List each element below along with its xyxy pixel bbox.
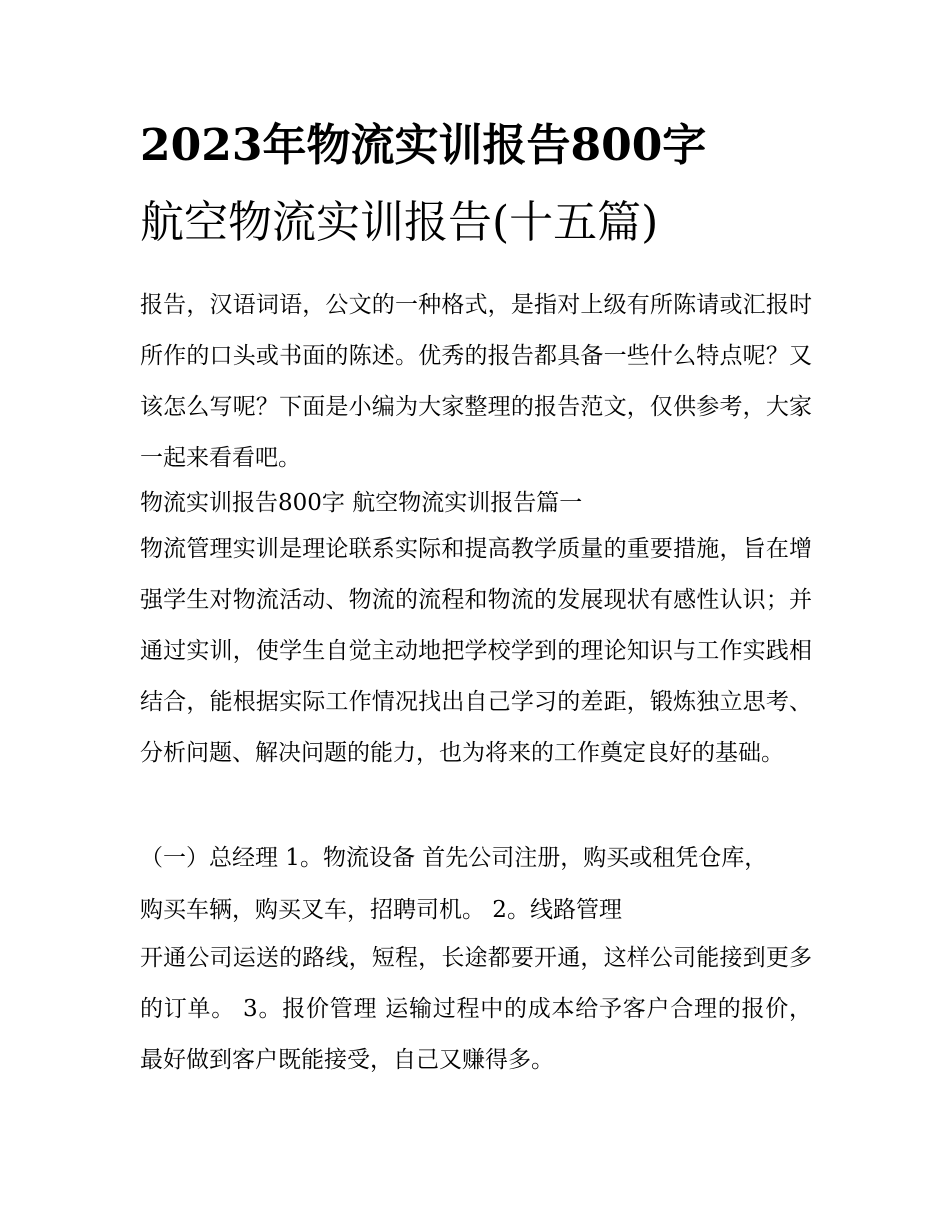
paragraph-2-line-1: （一）总经理 1。物流设备 首先公司注册，购买或租凭仓库， — [140, 845, 768, 871]
document-title-line-2: 航空物流实训报告(十五篇) — [140, 197, 659, 248]
intro-paragraph: 报告，汉语词语，公文的一种格式，是指对上级有所陈请或汇报时所作的口头或书面的陈述。优秀的报告都具备一些什么特点呢？又该怎么写呢？下面是小编为大家整理的报告范文，仅供参考，大家一起来看看吧。 — [140, 292, 812, 471]
paragraph-1: 物流管理实训是理论联系实际和提高教学质量的重要措施，旨在增强学生对物流活动、物流的流程和物流的发展现状有感性认识；并通过实训，使学生自觉主动地把学校学到的理论知识与工作实践相结合，能根据实际工作情况找出自己学习的差距，锻炼独立思考、分析问题、解决问题的能力，也为将来的工作奠定良好的基础。 — [140, 536, 812, 766]
paragraph-2-line-2: 购买车辆，购买叉车，招聘司机。 2。线路管理 — [140, 897, 622, 923]
section-heading: 物流实训报告800字 航空物流实训报告篇一 — [140, 490, 583, 516]
paragraph-3: 开通公司运送的路线，短程，长途都要开通，这样公司能接到更多的订单。 3。报价管理 运输过程中的成本给予客户合理的报价，最好做到客户既能接受，自己又赚得多。 — [140, 945, 812, 1073]
document-title-line-1: 2023年物流实训报告800字 — [140, 120, 707, 171]
